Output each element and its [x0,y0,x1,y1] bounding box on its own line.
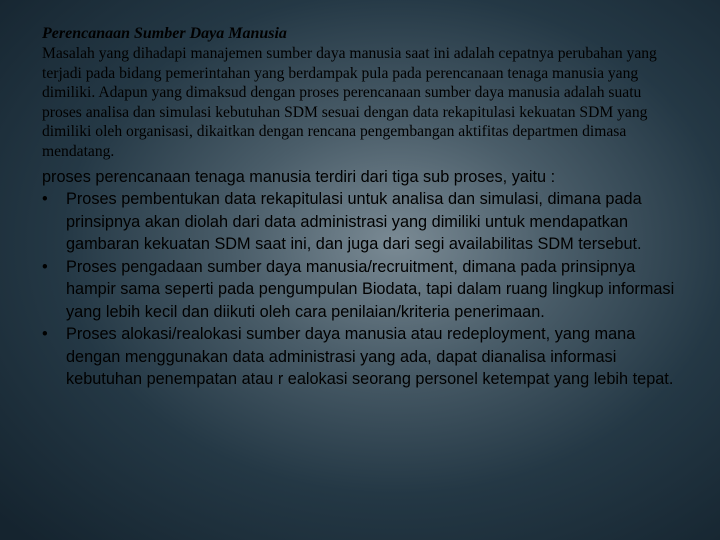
slide-content [42,24,682,391]
bullet-item [42,188,678,256]
bullet-item [42,323,678,391]
lead-sentence: proses perencanaan tenaga manusia terdiri dari tiga sub proses, yaitu : [42,167,556,186]
bullet-dot-icon: • [42,257,48,276]
bullet-text: Proses alokasi/realokasi sumber daya manusia atau redeployment, yang mana dengan menggunakan data administrasi yang ada, dapat dianalisa informasi kebutuhan penempatan atau r ealokasi seorang personel ketempat yang lebih tepat. [66,325,674,389]
bullet-dot-icon: • [42,325,48,344]
bullet-item [42,256,678,324]
slide-title: Perencanaan Sumber Daya Manusia [42,25,287,42]
bullet-dot-icon: • [42,190,48,209]
bullet-list [42,188,682,391]
bullet-text: Proses pembentukan data rekapitulasi untuk analisa dan simulasi, dimana pada prinsipnya akan diolah dari data administrasi yang dimiliki untuk mendapatkan gambaran kekuatan SDM saat ini, dan juga dari segi availabilitas SDM tersebut. [66,190,642,254]
bullet-text: Proses pengadaan sumber daya manusia/recruitment, dimana pada prinsipnya hampir sama seperti pada pengumpulan Biodata, tapi dalam ruang lingkup informasi yang lebih kecil dan diikuti oleh cara penilaian/kriteria penerimaan. [66,257,675,321]
intro-paragraph: Masalah yang dihadapi manajemen sumber daya manusia saat ini adalah cepatnya perubahan yang terjadi pada bidang pemerintahan yang berdampak pula pada perencanaan tenaga manusia yang dimiliki. Adapun yang dimaksud dengan proses perencanaan sumber daya manusia adalah suatu proses analisa dan simulasi kebutuhan SDM sesuai dengan data rekapitulasi kekuatan SDM yang dimiliki oleh organisasi, dikaitkan dengan rencana pengembangan aktifitas departmen dimasa mendatang. [42,45,657,160]
